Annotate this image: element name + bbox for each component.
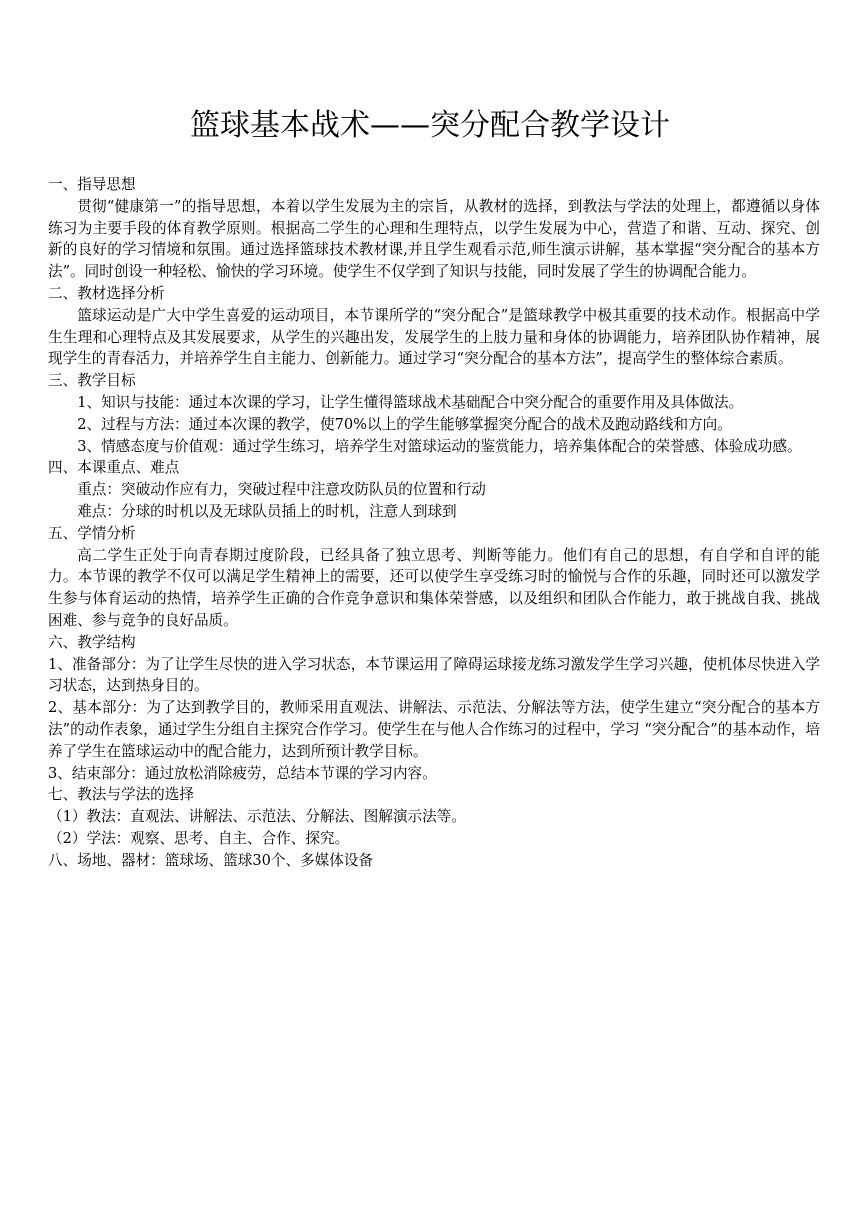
section-heading: 二、教材选择分析: [48, 284, 165, 302]
section-heading: 八、场地、器材：篮球场、篮球30个、多媒体设备: [48, 851, 374, 869]
teaching-methods-line: （1）教法：直观法、讲解法、示范法、分解法、图解演示法等。: [48, 808, 466, 826]
goal-process-methods: 2、过程与方法：通过本次课的教学，使70%以上的学生能够掌握突分配合的战术及跑动路线和方向。: [77, 415, 732, 433]
section-heading: 一、指导思想: [48, 176, 136, 193]
document-body: [48, 174, 820, 872]
section-heading: 四、本课重点、难点: [48, 459, 180, 477]
structure-ending: 3、结束部分：通过放松消除疲劳，总结本节课的学习内容。: [48, 764, 437, 782]
structure-basic: 2、基本部分：为了达到教学目的，教师采用直观法、讲解法、示范法、分解法等方法，使学生建立“突分配合的基本方法”的动作表象，通过学生分组自主探究合作学习。使学生在与他人合作练习的过程中，学习 “突分配合”的基本动作，培养了学生在篮球运动中的配合能力，达到所预计教学目标。: [48, 699, 820, 760]
section-paragraph: 高二学生正处于向青春期过度阶段，已经具备了独立思考、判断等能力。他们有自己的思想，有自学和自评的能力。本节课的教学不仅可以满足学生精神上的需要，还可以使学生享受练习时的愉悦与合作的乐趣，同时还可以激发学生参与体育运动的热情，培养学生正确的合作竞争意识和集体荣誉感，以及组织和团队合作能力，敢于挑战自我、挑战困难、参与竞争的良好品质。: [48, 546, 820, 629]
section-paragraph: 篮球运动是广大中学生喜爱的运动项目，本节课所学的“突分配合”是篮球教学中极其重要的技术动作。根据高中学生生理和心理特点及其发展要求，从学生的兴趣出发，发展学生的上肢力量和身体的协调能力，培养团队协作精神，展现学生的青春活力，并培养学生自主能力、创新能力。通过学习“突分配合的基本方法”，提高学生的整体综合素质。: [48, 306, 820, 368]
section-learner-analysis: [48, 523, 820, 632]
section-methods: [48, 784, 820, 849]
difficult-point-line: 难点：分球的时机以及无球队员插上的时机，注意人到球到: [77, 502, 457, 520]
section-key-points: [48, 457, 820, 522]
key-point-line: 重点：突破动作应有力，突破过程中注意攻防队员的位置和行动: [77, 481, 486, 499]
section-heading: 七、教法与学法的选择: [48, 786, 194, 804]
structure-preparation: 1、准备部分：为了让学生尽快的进入学习状态，本节课运用了障碍运球接龙练习激发学生学习兴趣，使机体尽快进入学习状态，达到热身目的。: [48, 655, 820, 695]
section-heading: 六、教学结构: [48, 633, 136, 651]
section-guiding-ideology: [48, 174, 820, 283]
document-title: 篮球基本战术——突分配合教学设计: [190, 108, 670, 143]
section-heading: 五、学情分析: [48, 524, 136, 542]
section-venue-equipment: [48, 850, 820, 872]
section-heading: 三、教学目标: [48, 372, 136, 390]
learning-methods-line: （2）学法：观察、思考、自主、合作、探究。: [48, 829, 350, 847]
goal-knowledge-skills: 1、知识与技能：通过本次课的学习，让学生懂得篮球战术基础配合中突分配合的重要作用及具体做法。: [77, 393, 744, 411]
section-paragraph: 贯彻“健康第一”的指导思想，本着以学生发展为主的宗旨，从教材的选择，到教法与学法的处理上，都遵循以身体练习为主要手段的体育教学原则。根据高二学生的心理和生理特点，以学生发展为中心，营造了和谐、互动、探究、创新的良好的学习情境和氛围。通过选择篮球技术教材课,并且学生观看示范,师生演示讲解，基本掌握“突分配合的基本方法”。同时创设一种轻松、愉快的学习环境。使学生不仅学到了知识与技能，同时发展了学生的协调配合能力。: [48, 197, 820, 281]
goal-emotion-values: 3、情感态度与价值观：通过学生练习，培养学生对篮球运动的鉴赏能力，培养集体配合的荣誉感、体验成功感。: [77, 437, 802, 455]
section-teaching-goals: [48, 370, 820, 457]
section-teaching-structure: [48, 632, 820, 785]
section-material-analysis: [48, 283, 820, 370]
